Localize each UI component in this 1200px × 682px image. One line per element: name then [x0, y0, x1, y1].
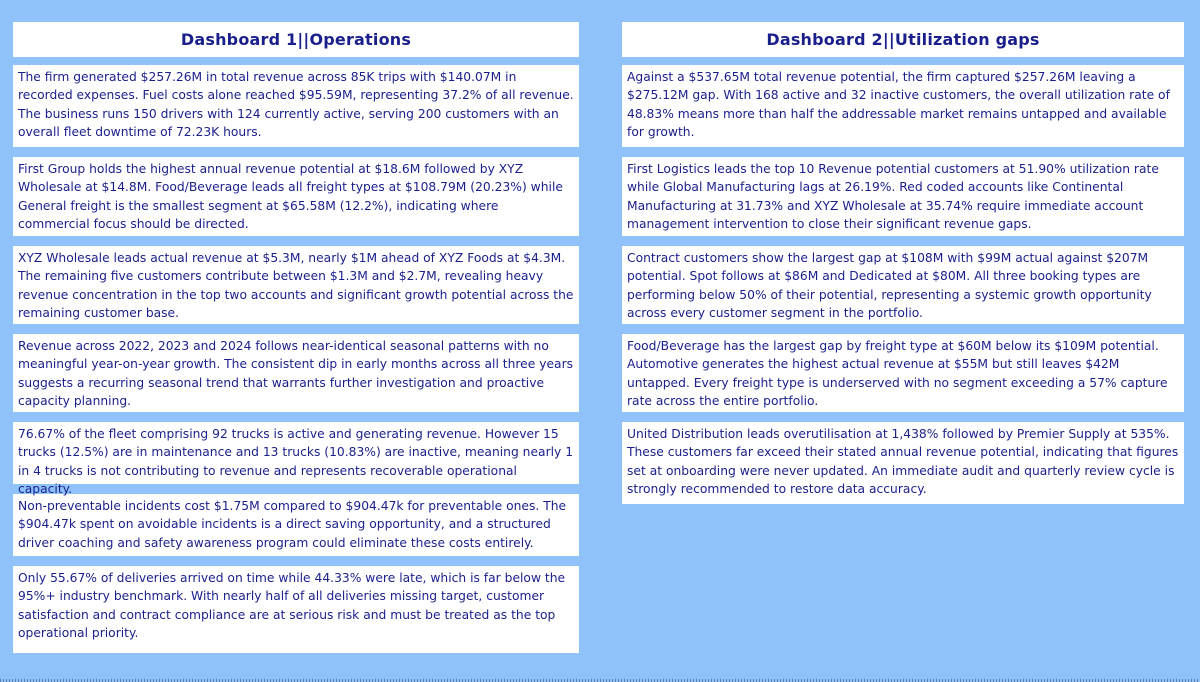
dashboard-2-overutilisation-card: United Distribution leads overutilisation at 1,438% followed by Premier Supply at 535%. These customers far exceed their stated annual revenue potential, indicating that figures set at onboarding were never updated. An immediate audit and quarterly review cycle is strongly recommended to restore data accuracy.: [622, 422, 1184, 504]
dashboard-2-title: Dashboard 2||Utilization gaps: [766, 30, 1040, 49]
dashboard-2-utilization-summary-card: Against a $537.65M total revenue potential, the firm captured $257.26M leaving a $275.12M gap. With 168 active and 32 inactive customers, the overall utilization rate of 48.83% means more than half the addressable market remains untapped and available for growth.: [622, 65, 1184, 147]
dashboard-1-title: Dashboard 1||Operations: [180, 30, 412, 49]
dashboard-1-actual-revenue-card: XYZ Wholesale leads actual revenue at $5.3M, nearly $1M ahead of XYZ Foods at $4.3M. The remaining five customers contribute between $1.3M and $2.7M, revealing heavy revenue concentration in the top two accounts and significant growth potential across the remaining customer base.: [13, 246, 579, 324]
dashboard-1-header: [13, 22, 579, 57]
dashboard-2-top-customers-card: First Logistics leads the top 10 Revenue potential customers at 51.90% utilization rate while Global Manufacturing lags at 26.19%. Red coded accounts like Continental Manufacturing at 31.73% and XYZ Wholesale at 35.74% require immediate account management intervention to close their significant revenue gaps.: [622, 157, 1184, 236]
dashboard-1-revenue-potential-card: First Group holds the highest annual revenue potential at $18.6M followed by XYZ Wholesale at $14.8M. Food/Beverage leads all freight types at $108.79M (20.23%) while General freight is the smallest segment at $65.58M (12.2%), indicating where commercial focus should be directed.: [13, 157, 579, 236]
dashboard-2-header: [622, 22, 1184, 57]
dashboard-2-column: [622, 22, 1184, 514]
dashboard-1-fleet-status-card: 76.67% of the fleet comprising 92 trucks is active and generating revenue. However 15 trucks (12.5%) are in maintenance and 13 trucks (10.83%) are inactive, meaning nearly 1 in 4 trucks is not contributing to revenue and represents recoverable operational capacity.: [13, 422, 579, 484]
dashboard-1-column: [13, 22, 579, 663]
dashboard-1-seasonality-card: Revenue across 2022, 2023 and 2024 follows near-identical seasonal patterns with no meaningful year-on-year growth. The consistent dip in early months across all three years suggests a recurring seasonal trend that warrants further investigation and proactive capacity planning.: [13, 334, 579, 412]
dashboard-1-summary-card: The firm generated $257.26M in total revenue across 85K trips with $140.07M in recorded expenses. Fuel costs alone reached $95.59M, representing 37.2% of all revenue. The business runs 150 drivers with 124 currently active, serving 200 customers with an overall fleet downtime of 72.23K hours.: [13, 65, 579, 147]
dashboard-1-on-time-delivery-card: Only 55.67% of deliveries arrived on time while 44.33% were late, which is far below the 95%+ industry benchmark. With nearly half of all deliveries missing target, customer satisfaction and contract compliance are at serious risk and must be treated as the top operational priority.: [13, 566, 579, 653]
dashboard-1-incidents-card: Non-preventable incidents cost $1.75M compared to $904.47k for preventable ones. The $904.47k spent on avoidable incidents is a direct saving opportunity, and a structured driver coaching and safety awareness program could eliminate these costs entirely.: [13, 494, 579, 556]
dashboard-2-booking-type-gap-card: Contract customers show the largest gap at $108M with $99M actual against $207M potential. Spot follows at $86M and Dedicated at $80M. All three booking types are performing below 50% of their potential, representing a systemic growth opportunity across every customer segment in the portfolio.: [622, 246, 1184, 324]
dashboard-2-freight-type-gap-card: Food/Beverage has the largest gap by freight type at $60M below its $109M potential. Automotive generates the highest actual revenue at $55M but still leaves $42M untapped. Every freight type is underserved with no segment exceeding a 57% capture rate across the entire portfolio.: [622, 334, 1184, 412]
